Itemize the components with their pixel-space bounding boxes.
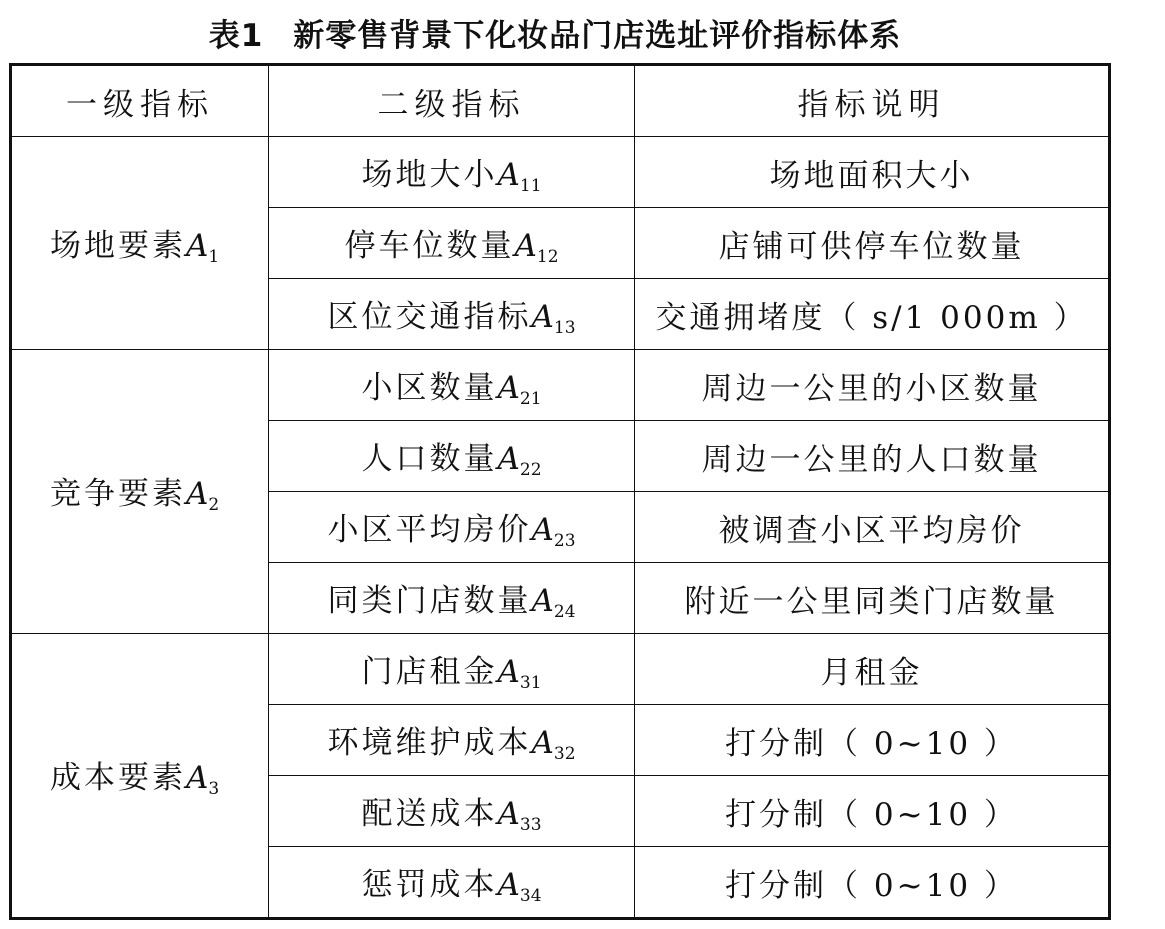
description-cell: 周边一公里的人口数量 bbox=[635, 421, 1110, 492]
level2-symbol: A bbox=[514, 227, 537, 264]
level2-cell bbox=[269, 563, 635, 634]
level2-subscript: 11 bbox=[519, 175, 542, 196]
level2-symbol: A bbox=[497, 440, 520, 477]
table-row bbox=[11, 634, 1110, 705]
description-cell: 被调查小区平均房价 bbox=[635, 492, 1110, 563]
level2-subscript: 34 bbox=[519, 885, 542, 906]
description-cell: 交通拥堵度（ s/1 000m ） bbox=[635, 279, 1110, 350]
level2-symbol: A bbox=[531, 724, 554, 761]
level2-symbol: A bbox=[531, 298, 554, 335]
level2-symbol: A bbox=[497, 369, 520, 406]
level2-name: 同类门店数量 bbox=[327, 582, 532, 619]
level2-subscript: 32 bbox=[553, 743, 576, 764]
level2-subscript: 21 bbox=[519, 388, 542, 409]
level2-subscript: 24 bbox=[553, 601, 576, 622]
description-cell: 周边一公里的小区数量 bbox=[635, 350, 1110, 421]
level2-cell bbox=[269, 634, 635, 705]
level2-symbol: A bbox=[497, 795, 520, 832]
description-cell: 打分制（ 0~10 ） bbox=[635, 847, 1110, 919]
level1-symbol: A bbox=[186, 760, 209, 796]
level2-name: 停车位数量 bbox=[344, 227, 515, 264]
level2-name: 小区平均房价 bbox=[327, 511, 532, 548]
description-cell: 附近一公里同类门店数量 bbox=[635, 563, 1110, 634]
level1-subscript: 1 bbox=[208, 246, 220, 267]
level2-symbol: A bbox=[497, 866, 520, 903]
level2-symbol: A bbox=[531, 582, 554, 619]
description-cell: 场地面积大小 bbox=[635, 137, 1110, 208]
level1-cell bbox=[11, 350, 269, 634]
level2-cell bbox=[269, 492, 635, 563]
description-cell: 月租金 bbox=[635, 634, 1110, 705]
level2-name: 环境维护成本 bbox=[327, 724, 532, 761]
level2-symbol: A bbox=[531, 511, 554, 548]
description-cell: 打分制（ 0~10 ） bbox=[635, 705, 1110, 776]
level1-subscript: 2 bbox=[208, 495, 220, 515]
table-caption bbox=[0, 14, 1110, 58]
level2-cell bbox=[269, 279, 635, 350]
level2-name: 小区数量 bbox=[361, 369, 498, 406]
level2-name: 配送成本 bbox=[361, 795, 498, 832]
level1-symbol: A bbox=[186, 227, 209, 264]
level2-name: 门店租金 bbox=[361, 653, 498, 690]
level2-subscript: 23 bbox=[553, 530, 576, 551]
level2-subscript: 31 bbox=[519, 672, 542, 693]
table-row bbox=[11, 350, 1110, 421]
level1-symbol: A bbox=[186, 476, 209, 512]
level2-name: 惩罚成本 bbox=[361, 866, 498, 903]
level1-name: 竞争要素 bbox=[50, 476, 186, 512]
header-level2: 二级指标 bbox=[269, 65, 635, 137]
indicator-table bbox=[9, 63, 1111, 920]
level2-symbol: A bbox=[497, 653, 520, 690]
table-body bbox=[11, 137, 1110, 919]
table-row bbox=[11, 137, 1110, 208]
level1-subscript: 3 bbox=[208, 779, 220, 799]
level1-name: 成本要素 bbox=[50, 760, 186, 796]
level2-name: 区位交通指标 bbox=[327, 298, 532, 335]
table-title: 新零售背景下化妆品门店选址评价指标体系 bbox=[293, 18, 902, 54]
header-row bbox=[11, 65, 1110, 137]
level1-name: 场地要素 bbox=[50, 227, 186, 264]
level2-cell bbox=[269, 847, 635, 919]
level2-cell bbox=[269, 421, 635, 492]
level2-cell bbox=[269, 208, 635, 279]
level2-cell bbox=[269, 350, 635, 421]
level2-subscript: 13 bbox=[553, 317, 576, 338]
header-description: 指标说明 bbox=[635, 65, 1110, 137]
level2-subscript: 12 bbox=[536, 246, 559, 267]
level1-cell bbox=[11, 634, 269, 919]
description-cell: 打分制（ 0~10 ） bbox=[635, 776, 1110, 847]
level2-symbol: A bbox=[497, 156, 520, 193]
level2-name: 人口数量 bbox=[361, 440, 498, 477]
description-cell: 店铺可供停车位数量 bbox=[635, 208, 1110, 279]
level2-cell bbox=[269, 705, 635, 776]
level1-cell bbox=[11, 137, 269, 350]
table-header bbox=[11, 65, 1110, 137]
level2-name: 场地大小 bbox=[361, 156, 498, 193]
level2-cell bbox=[269, 137, 635, 208]
level2-subscript: 22 bbox=[519, 459, 542, 480]
header-level1: 一级指标 bbox=[11, 65, 269, 137]
level2-cell bbox=[269, 776, 635, 847]
table-number: 表1 bbox=[208, 18, 264, 54]
level2-subscript: 33 bbox=[519, 814, 542, 835]
